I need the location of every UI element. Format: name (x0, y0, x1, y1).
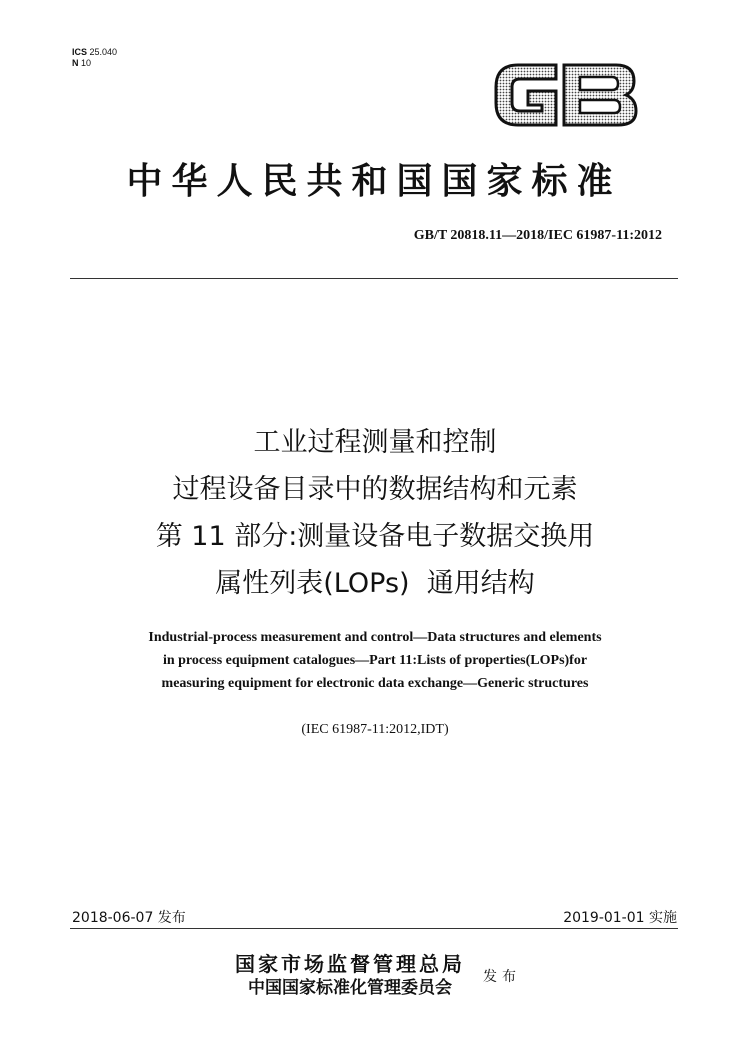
issue-date: 2018-06-07 发布 (72, 910, 186, 926)
english-title-line: measuring equipment for electronic data exchange—Generic structures (161, 676, 589, 691)
bottom-divider (70, 928, 678, 929)
gb-logo (490, 55, 640, 135)
adoption-note: (IEC 61987-11:2012,IDT) (301, 722, 449, 737)
english-title-line: Industrial-process measurement and control—Data structures and elements (148, 630, 602, 645)
chinese-title (40, 419, 710, 607)
chinese-title-line: 工业过程测量和控制 (253, 427, 497, 458)
issuer-samr: 国家市场监督管理总局 (235, 952, 465, 976)
issuer-sac: 中国国家标准化管理委员会 (248, 978, 452, 998)
chinese-title-line: 属性列表(LOPs) 通用结构 (215, 568, 535, 599)
standard-code: GB/T 20818.11—2018/IEC 61987-11:2012 (413, 228, 662, 243)
chinese-title-line: 过程设备目录中的数据结构和元素 (172, 474, 578, 505)
ccs-line: N 10 (72, 58, 92, 68)
classification-codes (72, 47, 117, 69)
chinese-title-line: 第 11 部分:测量设备电子数据交换用 (155, 521, 595, 552)
issuing-authorities (230, 952, 470, 1000)
implementation-date: 2019-01-01 实施 (563, 910, 677, 926)
standard-type-title: 中华人民共和国国家标准 (126, 160, 622, 202)
ics-line: ICS 25.040 (72, 47, 118, 57)
publish-label: 发布 (483, 969, 521, 985)
english-title (40, 626, 710, 695)
english-title-line: in process equipment catalogues—Part 11:Lists of properties(LOPs)for (162, 653, 588, 668)
top-divider (70, 278, 678, 279)
